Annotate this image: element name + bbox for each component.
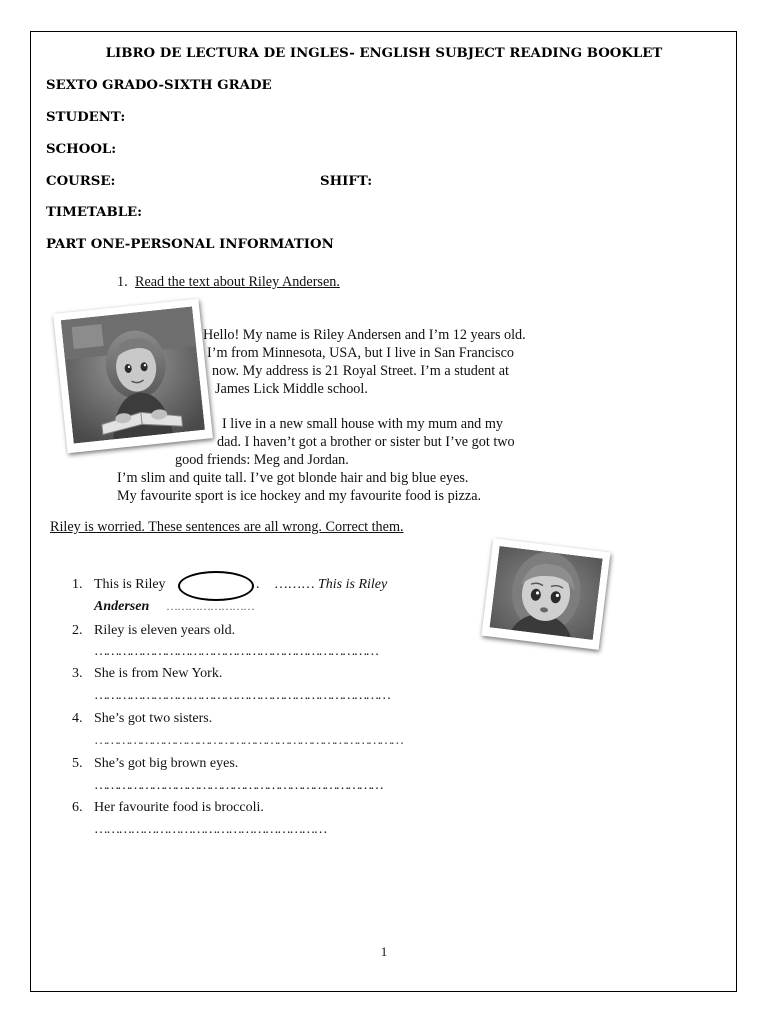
instruction-1-text: Read the text about Riley Andersen.: [135, 274, 340, 290]
reading-line-1: Hello! My name is Riley Andersen and I’m 12 years old.: [203, 327, 526, 343]
item-3-number: 3.: [72, 666, 83, 681]
item-2-number: 2.: [72, 623, 83, 638]
student-label: STUDENT:: [46, 110, 126, 125]
riley-portrait-photo: [481, 538, 610, 650]
instruction-1-number: 1.: [117, 274, 128, 290]
reading-line-4: James Lick Middle school.: [215, 381, 368, 397]
reading-line-3: now. My address is 21 Royal Street. I’m a student at: [212, 363, 509, 379]
riley-reading-illustration: [61, 306, 205, 443]
item-5-answer-dots[interactable]: …………………………………………………………………: [94, 778, 382, 793]
item-1-trail-dots: ……………………: [166, 599, 254, 613]
reading-line-5: I live in a new small house with my mum and my: [222, 416, 503, 432]
booklet-title: LIBRO DE LECTURA DE INGLES- ENGLISH SUBJECT READING BOOKLET: [105, 46, 663, 61]
item-3-answer-dots[interactable]: …………………………………………………………………: [94, 688, 390, 703]
name-blank-oval: [178, 571, 254, 601]
item-2-text: Riley is eleven years old.: [94, 623, 236, 638]
item-4-number: 4.: [72, 711, 83, 726]
course-label: COURSE:: [46, 174, 116, 189]
reading-line-9: My favourite sport is ice hockey and my favourite food is pizza.: [117, 488, 482, 504]
exercise-item-3: [72, 666, 222, 682]
reading-line-6: dad. I haven’t got a brother or sister but I’ve got two: [217, 434, 515, 450]
page-border: [30, 31, 737, 992]
exercise-item-4: [72, 711, 212, 727]
item-6-answer-dots[interactable]: …………………………………………………: [94, 822, 326, 837]
item-5-text: She’s got big brown eyes.: [94, 756, 239, 771]
item-1-answer-part1[interactable]: This is Riley: [318, 577, 388, 592]
item-1-answer-part2[interactable]: Andersen: [94, 599, 150, 614]
part-title: PART ONE-PERSONAL INFORMATION: [46, 237, 334, 252]
item-1-text: This is Riley: [94, 577, 166, 592]
grade-label: SEXTO GRADO-SIXTH GRADE: [46, 78, 272, 93]
item-1-period: .: [256, 577, 260, 592]
item-2-answer-dots[interactable]: ………………………………………………………………: [94, 644, 378, 659]
shift-label: SHIFT:: [320, 174, 373, 189]
riley-portrait-illustration: [490, 546, 603, 640]
exercise-item-5: [72, 756, 238, 772]
school-label: SCHOOL:: [46, 142, 117, 157]
reading-line-2: I’m from Minnesota, USA, but I live in San Francisco: [207, 345, 514, 361]
exercise-item-6: [72, 800, 264, 816]
exercise-item-2: [72, 623, 235, 639]
instruction-2: Riley is worried. These sentences are all wrong. Correct them.: [50, 519, 404, 535]
item-1-answer-dots: ………: [274, 577, 315, 592]
item-6-number: 6.: [72, 800, 83, 815]
reading-line-7: good friends: Meg and Jordan.: [175, 452, 349, 468]
timetable-label: TIMETABLE:: [46, 205, 143, 220]
item-6-text: Her favourite food is broccoli.: [94, 800, 264, 815]
item-4-text: She’s got two sisters.: [94, 711, 213, 726]
item-1-number: 1.: [72, 577, 83, 592]
page-number: 1: [380, 944, 388, 959]
reading-line-8: I’m slim and quite tall. I’ve got blonde hair and big blue eyes.: [117, 470, 469, 486]
item-4-answer-dots[interactable]: ………………………………………………………………………: [94, 733, 402, 748]
exercise-item-1: [72, 577, 166, 593]
item-3-text: She is from New York.: [94, 666, 223, 681]
riley-reading-photo: [53, 299, 213, 453]
item-5-number: 5.: [72, 756, 83, 771]
